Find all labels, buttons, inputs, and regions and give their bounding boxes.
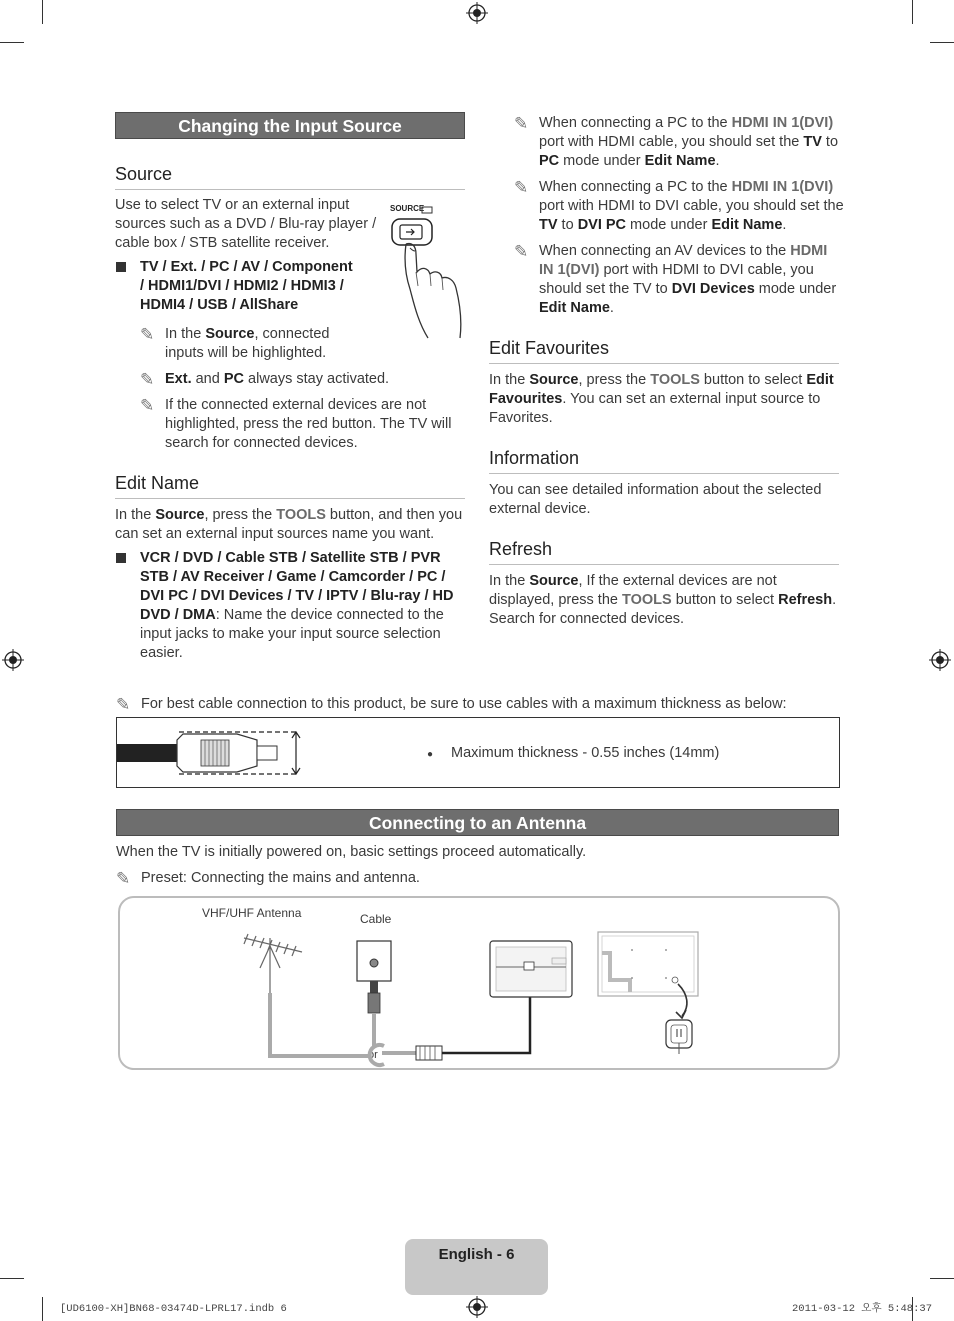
heading-source: Source bbox=[115, 165, 465, 190]
note-pencil-icon: ✎ bbox=[140, 325, 155, 344]
print-file-info: [UD6100-XH]BN68-03474D-LPRL17.indb 6 bbox=[60, 1303, 287, 1315]
note-hdmi-dvi-pc bbox=[514, 178, 844, 235]
registration-mark-icon bbox=[929, 649, 951, 671]
note-text: Preset: Connecting the mains and antenna. bbox=[141, 870, 420, 886]
note-pencil-icon: ✎ bbox=[116, 695, 131, 714]
or-label: or bbox=[368, 1049, 378, 1061]
heading-information: Information bbox=[489, 449, 839, 474]
registration-mark-icon bbox=[466, 2, 488, 24]
antenna-icon bbox=[244, 934, 302, 993]
note-source-highlight bbox=[140, 325, 340, 363]
crop-mark bbox=[930, 1278, 954, 1279]
list-bullet bbox=[116, 262, 126, 272]
source-list-line: TV / Ext. / PC / AV / Component bbox=[140, 259, 353, 275]
note-pencil-icon: ✎ bbox=[140, 396, 155, 415]
note-text: For best cable connection to this product, be sure to use cables with a maximum thickness as below: bbox=[141, 696, 787, 712]
crop-mark bbox=[930, 42, 954, 43]
source-intro: Use to select TV or an external input sources such as a DVD / Blu-ray player / cable box / STB satellite receiver. bbox=[115, 197, 377, 251]
cable-spec-box bbox=[116, 717, 840, 788]
source-list-line: / HDMI1/DVI / HDMI2 / HDMI3 / bbox=[140, 278, 344, 294]
section-title-antenna: Connecting to an Antenna bbox=[116, 809, 839, 836]
remote-source-label: SOURCE bbox=[390, 204, 425, 213]
note-hdmi-pc bbox=[514, 114, 844, 171]
note-ext-pc bbox=[140, 370, 465, 389]
crop-mark bbox=[0, 42, 24, 43]
cable-label: Cable bbox=[360, 912, 392, 926]
print-date-info: 2011-03-12 오후 5:48:37 bbox=[792, 1303, 933, 1315]
crop-mark bbox=[0, 1278, 24, 1279]
note-text: If the connected external devices are not highlighted, press the red button. The TV will search for connected devices. bbox=[165, 397, 452, 451]
edit-name-list: VCR / DVD / Cable STB / Satellite STB / PVR STB / AV Receiver / Game / Camcorder / PC / DVI PC / DVI Devices / TV / IPTV / Blu-ray / HD DVD / DMA: Name the device connected to the input jacks to make your input source selection easier. bbox=[140, 550, 454, 661]
edit-favourites-text: In the Source, press the TOOLS button to select Edit Favourites. You can set an external input source to Favorites. bbox=[489, 372, 834, 426]
note-text: When connecting a PC to the HDMI IN 1(DVI) port with HDMI cable, you should set the TV to PC mode under Edit Name. bbox=[539, 115, 839, 169]
page-number: English - 6 bbox=[438, 1246, 515, 1263]
registration-mark-icon bbox=[466, 1296, 488, 1318]
source-list-line: HDMI4 / USB / AllShare bbox=[140, 297, 299, 313]
note-text: Ext. and PC always stay activated. bbox=[165, 371, 390, 387]
crop-mark bbox=[42, 0, 43, 24]
hand-pressing-button-icon bbox=[388, 204, 468, 340]
note-pencil-icon: ✎ bbox=[514, 114, 529, 133]
vhf-uhf-label: VHF/UHF Antenna bbox=[202, 906, 302, 920]
note-pencil-icon: ✎ bbox=[514, 178, 529, 197]
antenna-diagram bbox=[118, 896, 840, 1070]
heading-edit-favourites: Edit Favourites bbox=[489, 339, 839, 364]
crop-mark bbox=[42, 1297, 43, 1321]
note-pencil-icon: ✎ bbox=[514, 242, 529, 261]
note-pencil-icon: ✎ bbox=[116, 869, 131, 888]
heading-refresh: Refresh bbox=[489, 540, 839, 565]
edit-name-text: In the Source, press the TOOLS button, and then you can set an external input sources name you want. bbox=[115, 507, 463, 542]
antenna-intro: When the TV is initially powered on, basic settings proceed automatically. bbox=[116, 844, 587, 860]
note-text: In the Source, connected inputs will be highlighted. bbox=[165, 326, 330, 361]
refresh-text: In the Source, If the external devices are not displayed, press the TOOLS button to select Refresh. Search for connected devices. bbox=[489, 573, 837, 627]
list-bullet bbox=[116, 553, 126, 563]
section-title-input-source: Changing the Input Source bbox=[115, 112, 465, 139]
page-number-tab bbox=[405, 1239, 548, 1295]
crop-mark bbox=[912, 0, 913, 24]
information-text: You can see detailed information about the selected external device. bbox=[489, 482, 822, 517]
antenna-wiring-illustration bbox=[120, 898, 838, 1068]
bullet-dot: ● bbox=[427, 749, 434, 760]
remote-source-illustration bbox=[388, 204, 468, 340]
note-text: When connecting a PC to the HDMI IN 1(DVI) port with HDMI to DVI cable, you should set the TV to DVI PC mode under Edit Name. bbox=[539, 179, 844, 233]
cable-plug-icon bbox=[117, 724, 317, 780]
note-red-button bbox=[140, 396, 465, 453]
note-cable-thickness bbox=[116, 695, 841, 714]
cable-spec-text: Maximum thickness - 0.55 inches (14mm) bbox=[451, 745, 720, 761]
note-text: When connecting an AV devices to the HDMI IN 1(DVI) port with HDMI to DVI cable, you should set the TV to DVI Devices mode under Edit Name. bbox=[539, 243, 837, 316]
note-pencil-icon: ✎ bbox=[140, 370, 155, 389]
note-hdmi-av bbox=[514, 242, 844, 318]
heading-edit-name: Edit Name bbox=[115, 474, 465, 499]
registration-mark-icon bbox=[2, 649, 24, 671]
note-preset bbox=[116, 869, 836, 888]
